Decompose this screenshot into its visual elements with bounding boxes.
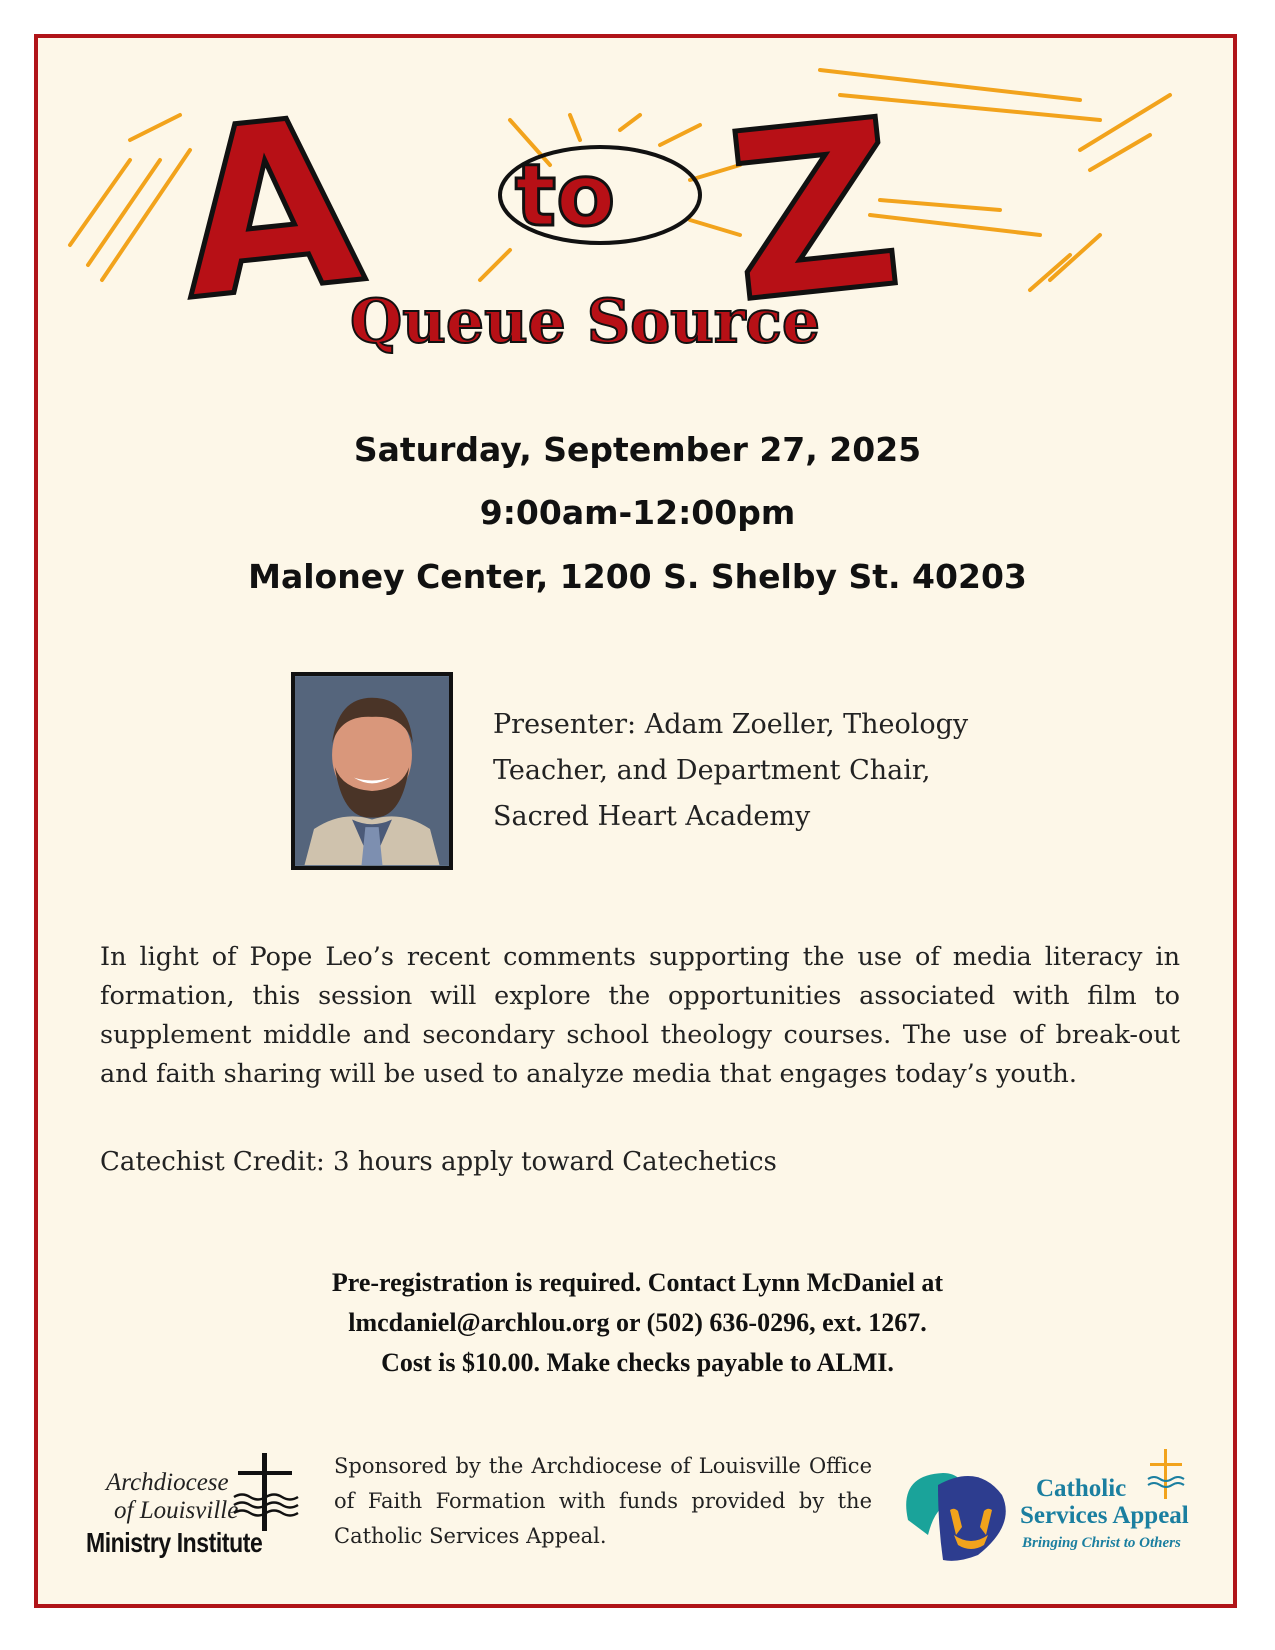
cross-icon [230, 1453, 300, 1533]
presenter-line-2: Teacher, and Department Chair, [493, 755, 931, 786]
sponsor-text: Sponsored by the Archdiocese of Louisville Office of Faith Formation with funds provided by the Catholic Services Appeal. [334, 1454, 872, 1548]
ami-logo-line-3: Ministry Institute [86, 1527, 263, 1558]
event-date: Saturday, September 27, 2025 [353, 430, 922, 469]
registration-line-3: Cost is $10.00. Make checks payable to ALMI. [381, 1348, 894, 1377]
registration-line-2: lmcdaniel@archlou.org or (502) 636-0296, ext. 1267. [348, 1308, 927, 1337]
event-location: Maloney Center, 1200 S. Shelby St. 40203 [248, 557, 1027, 596]
catechist-credit: Catechist Credit: 3 hours apply toward Catechetics [100, 1147, 777, 1177]
csa-logo-name-1: Catholic [1036, 1475, 1127, 1502]
presenter-line-1: Presenter: Adam Zoeller, Theology [493, 709, 969, 740]
a-to-z-banner [40, 20, 1220, 380]
banner-subtitle: Queue Source [350, 287, 821, 357]
presenter-line-3: Sacred Heart Academy [493, 801, 811, 832]
presenter-photo [291, 672, 453, 870]
csa-logo-tagline: Bringing Christ to Others [1022, 1535, 1181, 1551]
csa-logo-name-2: Services Appeal [1020, 1502, 1189, 1529]
session-description: In light of Pope Leo’s recent comments supporting the use of media literacy in formation, this session will explore the opportunities associated with film to supplement middle and secondary school theology courses. The use of break-out and faith sharing will be used to analyze media that engages today’s youth. [100, 942, 1180, 1089]
csa-cross-icon [1146, 1449, 1186, 1505]
hands-heart-icon [898, 1465, 1016, 1565]
ministry-institute-logo [86, 1445, 318, 1565]
ami-logo-line-2: of Louisville [114, 1497, 239, 1524]
catholic-services-appeal-logo [898, 1445, 1198, 1560]
letter-a: A [167, 67, 373, 352]
ami-logo-line-1: Archdiocese [106, 1469, 229, 1496]
event-time: 9:00am-12:00pm [479, 493, 796, 532]
registration-line-1: Pre-registration is required. Contact Lynn McDaniel at [331, 1268, 944, 1297]
registration-info [0, 1263, 1275, 1383]
connector-to: to [515, 146, 616, 246]
presenter-info [493, 702, 1013, 840]
letter-z: Z [717, 70, 912, 354]
